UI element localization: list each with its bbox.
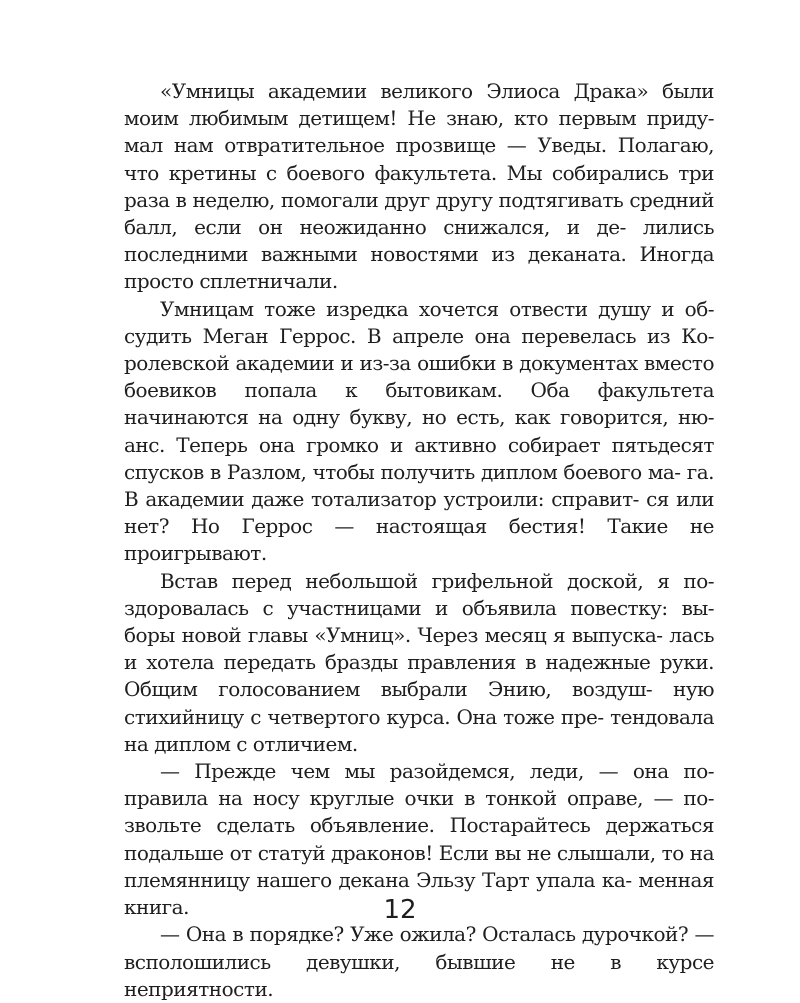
text-line: звольте сделать объявление. Постарайтесь держаться <box>124 813 714 838</box>
text-line: ся или нет? Но Геррос — настоящая бестия! Такие не <box>124 487 714 539</box>
text-line: три раза в неделю, помогали друг другу подтягивать <box>124 160 714 212</box>
paragraph <box>124 78 714 296</box>
text-line: спусков в Разлом, чтобы получить диплом боевого ма- <box>124 459 681 484</box>
text-line: лась и хотела передать бразды правления в надежные <box>124 623 714 675</box>
text-line: Умницам тоже изредка хочется отвести душу и об- <box>160 296 714 321</box>
text-line: ролевской академии и из-за ошибки в документах <box>124 351 638 376</box>
book-page <box>124 78 714 1003</box>
text-line: то на племянницу нашего декана Эльзу Тарт упала ка- <box>124 840 715 892</box>
text-line: подальше от статуй драконов! Если вы не слышали, <box>124 840 656 865</box>
text-line: здоровалась с участницами и объявила повестку: вы- <box>124 595 714 620</box>
text-line: проигрывают. <box>124 541 267 566</box>
text-line: что кретины с боевого факультета. Мы собирались <box>124 160 669 185</box>
text-line: лились последними важными новостями из деканата. <box>124 215 715 267</box>
text-line: тендовала на диплом с отличием. <box>124 704 714 756</box>
paragraph <box>124 568 714 758</box>
text-line: судить Меган Геррос. В апреле она перевелась из Ко- <box>124 323 714 348</box>
text-line: — Она в порядке? Уже ожила? Осталась дурочкой? — всполошились девушки, бывшие не в курсе <box>124 922 714 974</box>
text-line: — Прежде чем мы разойдемся, леди, — она по- <box>160 759 714 784</box>
text-line: начинаются на одну букву, но есть, как говорится, ню- <box>124 405 714 430</box>
page-number: 12 <box>383 895 417 925</box>
text-line: мал нам отвратительное прозвище — Уведы. Полагаю, <box>124 133 714 158</box>
text-line: менная книга. <box>124 867 714 920</box>
text-line: Встав перед небольшой грифельной доской, я по- <box>160 568 714 593</box>
text-line: ную стихийницу с четвертого курса. Она тоже пре- <box>124 677 714 729</box>
text-line: боры новой главы «Умниц». Через месяц я выпуска- <box>124 623 663 648</box>
text-line: «Умницы академии великого Элиоса Драка» были <box>160 79 714 103</box>
text-line: моим любимым детищем! Не знаю, кто первым приду- <box>124 106 714 131</box>
paragraph <box>124 921 714 1003</box>
text-line: Иногда просто сплетничали. <box>124 242 714 294</box>
paragraph <box>124 296 714 568</box>
text-line: неприятности. <box>124 976 274 1001</box>
text-line: вместо боевиков попала к бытовикам. Оба факультета <box>124 351 714 403</box>
text-line: правила на носу круглые очки в тонкой оправе, — по- <box>124 786 714 811</box>
text-line: га. В академии даже тотализатор устроили: справит- <box>124 459 714 512</box>
text-line: анс. Теперь она громко и активно собирает пятьдесят <box>124 432 714 457</box>
text-line: руки. Общим голосованием выбрали Энию, воздуш- <box>124 650 715 702</box>
text-line: средний балл, если он неожиданно снижался, и де- <box>124 187 715 240</box>
